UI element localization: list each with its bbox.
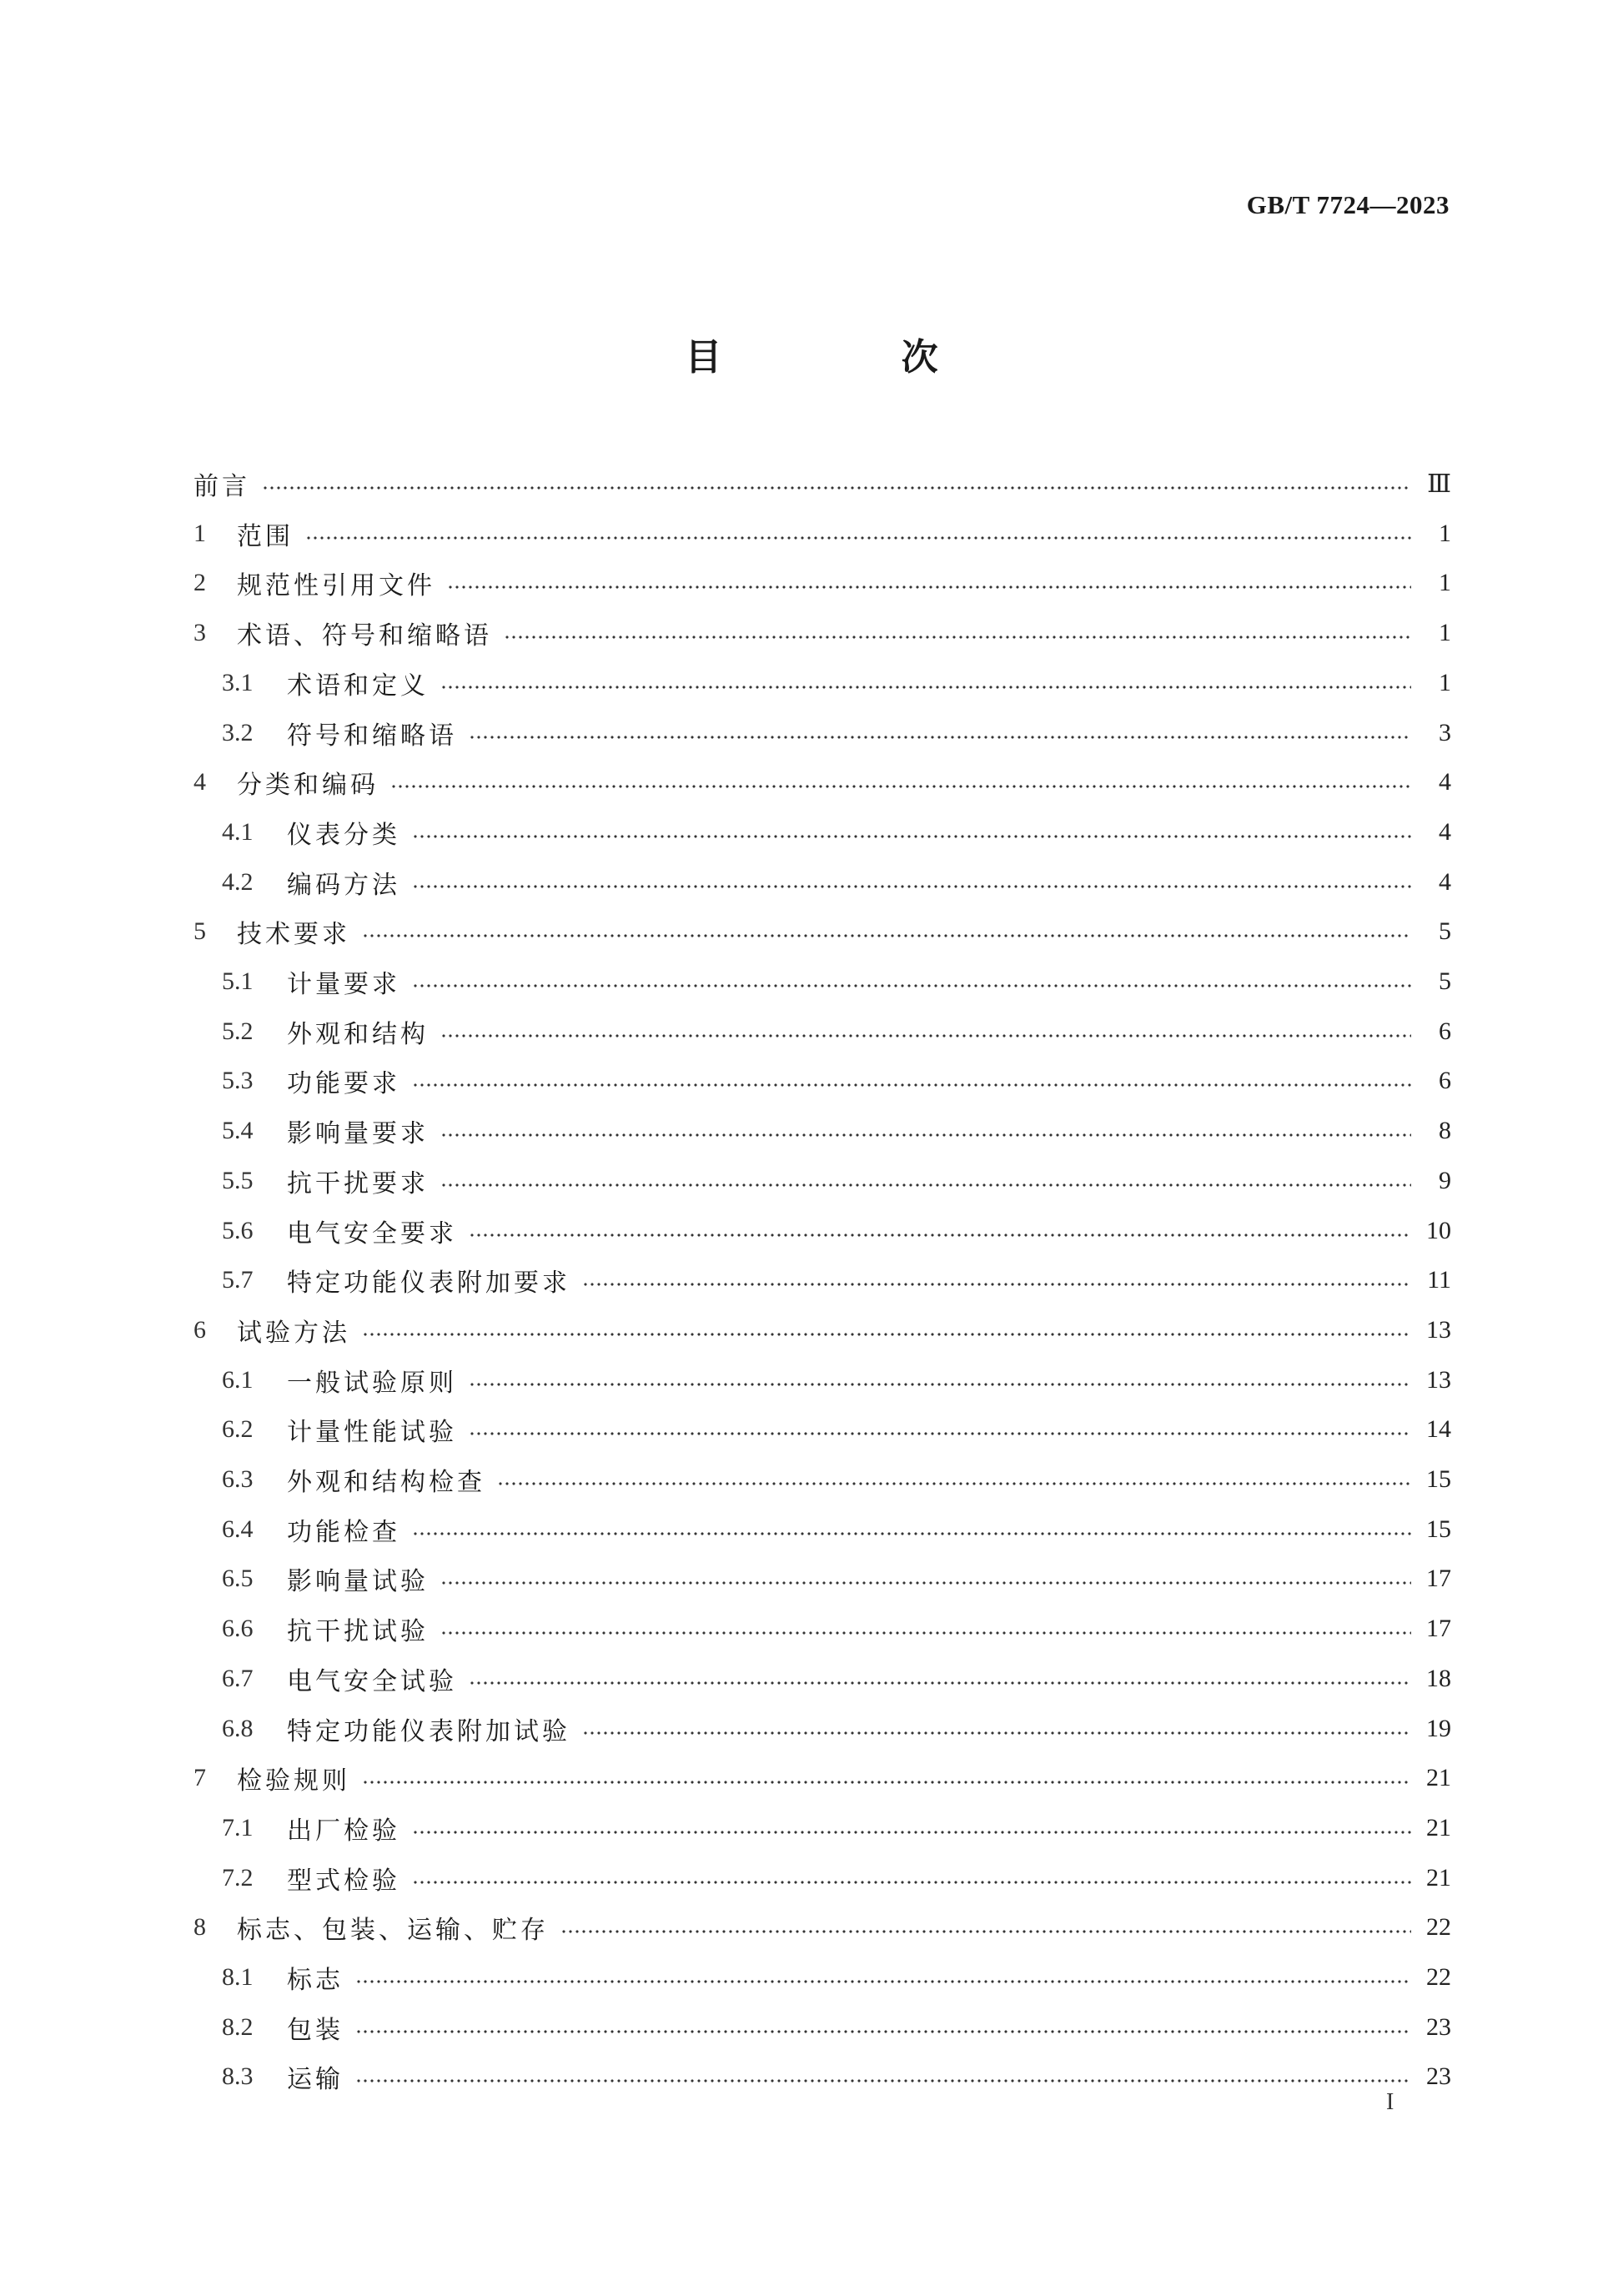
- toc-entry-page: 5: [1439, 917, 1451, 946]
- toc-entry-label: 计量要求: [287, 970, 400, 999]
- toc-entry[interactable]: [0, 907, 1623, 957]
- toc-entry-label: 编码方法: [287, 870, 400, 900]
- toc-entry-number: 4: [193, 768, 206, 796]
- toc-entry[interactable]: [0, 857, 1623, 907]
- toc-entry-number: 3.2: [222, 718, 254, 746]
- toc-entry[interactable]: [0, 509, 1623, 559]
- toc-entry[interactable]: [0, 1454, 1623, 1505]
- toc-entry[interactable]: [0, 1106, 1623, 1156]
- toc-entry-label: 特定功能仪表附加要求: [287, 1269, 570, 1299]
- toc-leader-dots: [447, 585, 1411, 590]
- toc-entry[interactable]: [0, 708, 1623, 758]
- toc-entry-number: 4.2: [222, 867, 254, 896]
- toc-entry-page: 1: [1439, 569, 1451, 597]
- toc-leader-dots: [440, 1580, 1411, 1585]
- toc-entry-number: 5.3: [222, 1067, 254, 1095]
- toc-entry-label: 计量性能试验: [287, 1418, 457, 1448]
- toc-entry-label: 电气安全试验: [287, 1666, 457, 1696]
- toc-entry-page: 6: [1439, 1067, 1451, 1095]
- toc-entry-label: 外观和结构检查: [287, 1468, 485, 1497]
- toc-entry-page: 13: [1426, 1315, 1451, 1344]
- toc-entry-label: 技术要求: [237, 920, 350, 950]
- toc-leader-dots: [497, 1481, 1411, 1486]
- toc-entry-number: 5.2: [222, 1017, 254, 1045]
- toc-leader-dots: [560, 1929, 1411, 1934]
- toc-entry-page: 6: [1439, 1017, 1451, 1045]
- toc-entry-number: 6.4: [222, 1515, 254, 1543]
- toc-entry[interactable]: [0, 1853, 1623, 1903]
- toc-entry-number: 2: [193, 569, 206, 597]
- toc-entry-page: 19: [1426, 1714, 1451, 1742]
- toc-entry-page: 1: [1439, 619, 1451, 647]
- toc-entry-page: 14: [1426, 1415, 1451, 1444]
- toc-leader-dots: [440, 1133, 1411, 1138]
- toc-entry[interactable]: [0, 1554, 1623, 1604]
- toc-entry-label: 电气安全要求: [287, 1218, 457, 1248]
- toc-entry-page: 8: [1439, 1117, 1451, 1145]
- toc-leader-dots: [582, 1282, 1411, 1287]
- toc-entry-label: 前言: [193, 472, 250, 501]
- toc-entry-number: 5: [193, 917, 206, 946]
- toc-leader-dots: [504, 635, 1411, 640]
- toc-entry-label: 标志: [287, 1966, 344, 1995]
- toc-leader-dots: [412, 1830, 1411, 1835]
- toc-entry-page: 17: [1426, 1615, 1451, 1643]
- toc-entry[interactable]: [0, 1505, 1623, 1555]
- toc-leader-dots: [355, 2078, 1411, 2083]
- toc-entry-number: 8: [193, 1913, 206, 1942]
- toc-entry-number: 6: [193, 1315, 206, 1344]
- toc-entry-label: 检验规则: [237, 1766, 350, 1796]
- toc-entry-number: 5.6: [222, 1216, 254, 1244]
- toc-entry[interactable]: [0, 1952, 1623, 2002]
- toc-entry-page: 4: [1439, 867, 1451, 896]
- toc-entry-label: 分类和编码: [237, 771, 379, 801]
- toc-entry[interactable]: [0, 1604, 1623, 1654]
- toc-entry[interactable]: [0, 2002, 1623, 2052]
- toc-entry-number: 5.5: [222, 1166, 254, 1194]
- toc-leader-dots: [362, 1332, 1411, 1337]
- toc-entry[interactable]: [0, 1704, 1623, 1754]
- toc-entry-number: 1: [193, 519, 206, 547]
- toc-entry-label: 试验方法: [237, 1318, 350, 1348]
- toc-leader-dots: [412, 1880, 1411, 1885]
- toc-entry[interactable]: [0, 1404, 1623, 1454]
- toc-entry-page: 3: [1439, 718, 1451, 746]
- toc-entry-page: 4: [1439, 768, 1451, 796]
- toc-entry-number: 8.2: [222, 2012, 254, 2041]
- toc-entry-number: 4.1: [222, 817, 254, 846]
- toc-entry-number: 8.1: [222, 1963, 254, 1991]
- toc-entry[interactable]: [0, 658, 1623, 708]
- toc-entry[interactable]: [0, 1305, 1623, 1355]
- toc-entry[interactable]: [0, 1156, 1623, 1206]
- toc-entry-page: 17: [1426, 1565, 1451, 1593]
- toc-entry-number: 6.5: [222, 1565, 254, 1593]
- toc-entry-page: 10: [1426, 1216, 1451, 1244]
- footer-page-number: I: [1386, 2089, 1394, 2115]
- toc-entry-number: 7: [193, 1764, 206, 1792]
- toc-entry-number: 6.3: [222, 1465, 254, 1493]
- toc-leader-dots: [469, 1431, 1411, 1436]
- toc-leader-dots: [412, 983, 1411, 988]
- toc-entry-label: 符号和缩略语: [287, 721, 457, 751]
- toc-entry-number: 7.2: [222, 1863, 254, 1892]
- toc-leader-dots: [355, 1979, 1411, 1984]
- toc-leader-dots: [469, 1681, 1411, 1686]
- toc-entry-page: 15: [1426, 1465, 1451, 1493]
- toc-leader-dots: [412, 884, 1411, 889]
- toc-leader-dots: [412, 1083, 1411, 1088]
- toc-entry-label: 规范性引用文件: [237, 571, 435, 601]
- toc-entry-label: 功能要求: [287, 1069, 400, 1099]
- toc-leader-dots: [262, 485, 1411, 490]
- toc-entry[interactable]: [0, 1654, 1623, 1704]
- toc-entry-page: 21: [1426, 1863, 1451, 1892]
- toc-entry[interactable]: [0, 1753, 1623, 1803]
- toc-entry-page: Ⅲ: [1427, 470, 1451, 498]
- toc-entry[interactable]: [0, 807, 1623, 857]
- toc-entry-label: 术语、符号和缩略语: [237, 621, 492, 651]
- toc-entry-label: 型式检验: [287, 1866, 400, 1896]
- toc-entry-label: 特定功能仪表附加试验: [287, 1716, 570, 1746]
- toc-entry[interactable]: [0, 608, 1623, 658]
- toc-entry-label: 一般试验原则: [287, 1368, 457, 1398]
- toc-leader-dots: [362, 1780, 1411, 1785]
- toc-entry-label: 影响量要求: [287, 1119, 429, 1149]
- toc-entry-label: 标志、包装、运输、贮存: [237, 1916, 549, 1946]
- toc-entry[interactable]: [0, 757, 1623, 807]
- toc-entry-label: 仪表分类: [287, 820, 400, 850]
- toc-entry-page: 15: [1426, 1515, 1451, 1543]
- toc-entry[interactable]: [0, 1803, 1623, 1853]
- toc-entry-number: 5.4: [222, 1117, 254, 1145]
- toc-leader-dots: [390, 784, 1411, 789]
- toc-entry-label: 包装: [287, 2015, 344, 2045]
- toc-entry-label: 功能检查: [287, 1517, 400, 1547]
- toc-entry[interactable]: [0, 459, 1623, 509]
- toc-entry[interactable]: [0, 558, 1623, 608]
- toc-entry-label: 抗干扰试验: [287, 1617, 429, 1647]
- toc-entry-page: 4: [1439, 817, 1451, 846]
- toc-entry-label: 术语和定义: [287, 671, 429, 701]
- toc-entry-page: 23: [1426, 2012, 1451, 2041]
- toc-entry-page: 1: [1439, 668, 1451, 696]
- toc-entry-page: 21: [1426, 1764, 1451, 1792]
- toc-leader-dots: [305, 535, 1411, 540]
- toc-leader-dots: [412, 1531, 1411, 1536]
- toc-leader-dots: [469, 1382, 1411, 1387]
- toc-entry-page: 18: [1426, 1664, 1451, 1692]
- toc-entry[interactable]: [0, 1007, 1623, 1057]
- toc-entry[interactable]: [0, 1056, 1623, 1106]
- toc-entry-label: 运输: [287, 2065, 344, 2095]
- toc-leader-dots: [469, 1233, 1411, 1238]
- toc-entry-page: 9: [1439, 1166, 1451, 1194]
- toc-leader-dots: [362, 933, 1411, 938]
- toc-entry-page: 21: [1426, 1813, 1451, 1841]
- toc-entry[interactable]: [0, 1255, 1623, 1305]
- toc-entry-page: 22: [1426, 1913, 1451, 1942]
- toc-entry[interactable]: [0, 1206, 1623, 1256]
- toc-entry[interactable]: [0, 1902, 1623, 1952]
- toc-entry-page: 23: [1426, 2062, 1451, 2091]
- toc-entry-number: 3.1: [222, 668, 254, 696]
- toc-entry-page: 5: [1439, 967, 1451, 995]
- toc-entry-label: 出厂检验: [287, 1816, 400, 1846]
- toc-entry-label: 外观和结构: [287, 1019, 429, 1049]
- toc-entry-number: 6.2: [222, 1415, 254, 1444]
- toc-entry-number: 8.3: [222, 2062, 254, 2091]
- toc-entry-number: 7.1: [222, 1813, 254, 1841]
- toc-entry-label: 影响量试验: [287, 1567, 429, 1597]
- toc-entry-page: 22: [1426, 1963, 1451, 1991]
- toc-leader-dots: [440, 1033, 1411, 1038]
- toc-leader-dots: [582, 1731, 1411, 1736]
- toc-entry-number: 5.1: [222, 967, 254, 995]
- toc-entry-number: 6.7: [222, 1664, 254, 1692]
- toc-entry-number: 3: [193, 619, 206, 647]
- toc-leader-dots: [440, 1183, 1411, 1188]
- toc-entry-page: 11: [1427, 1266, 1451, 1294]
- toc-entry-number: 5.7: [222, 1266, 254, 1294]
- toc-entry[interactable]: [0, 1355, 1623, 1405]
- toc-entry-page: 13: [1426, 1365, 1451, 1394]
- toc-entry[interactable]: [0, 957, 1623, 1007]
- page-title: 目 次: [685, 336, 1022, 379]
- toc-leader-dots: [469, 735, 1411, 740]
- toc-leader-dots: [355, 2029, 1411, 2034]
- toc-entry-page: 1: [1439, 519, 1451, 547]
- toc-leader-dots: [412, 834, 1411, 839]
- toc-entry-number: 6.6: [222, 1615, 254, 1643]
- standard-code: GB/T 7724—2023: [1246, 190, 1450, 219]
- toc-leader-dots: [440, 685, 1411, 690]
- toc-entry-number: 6.8: [222, 1714, 254, 1742]
- toc-leader-dots: [440, 1630, 1411, 1635]
- toc-entry-label: 范围: [237, 521, 294, 551]
- toc-entry-number: 6.1: [222, 1365, 254, 1394]
- toc-entry-label: 抗干扰要求: [287, 1168, 429, 1198]
- toc-entry[interactable]: [0, 2052, 1623, 2102]
